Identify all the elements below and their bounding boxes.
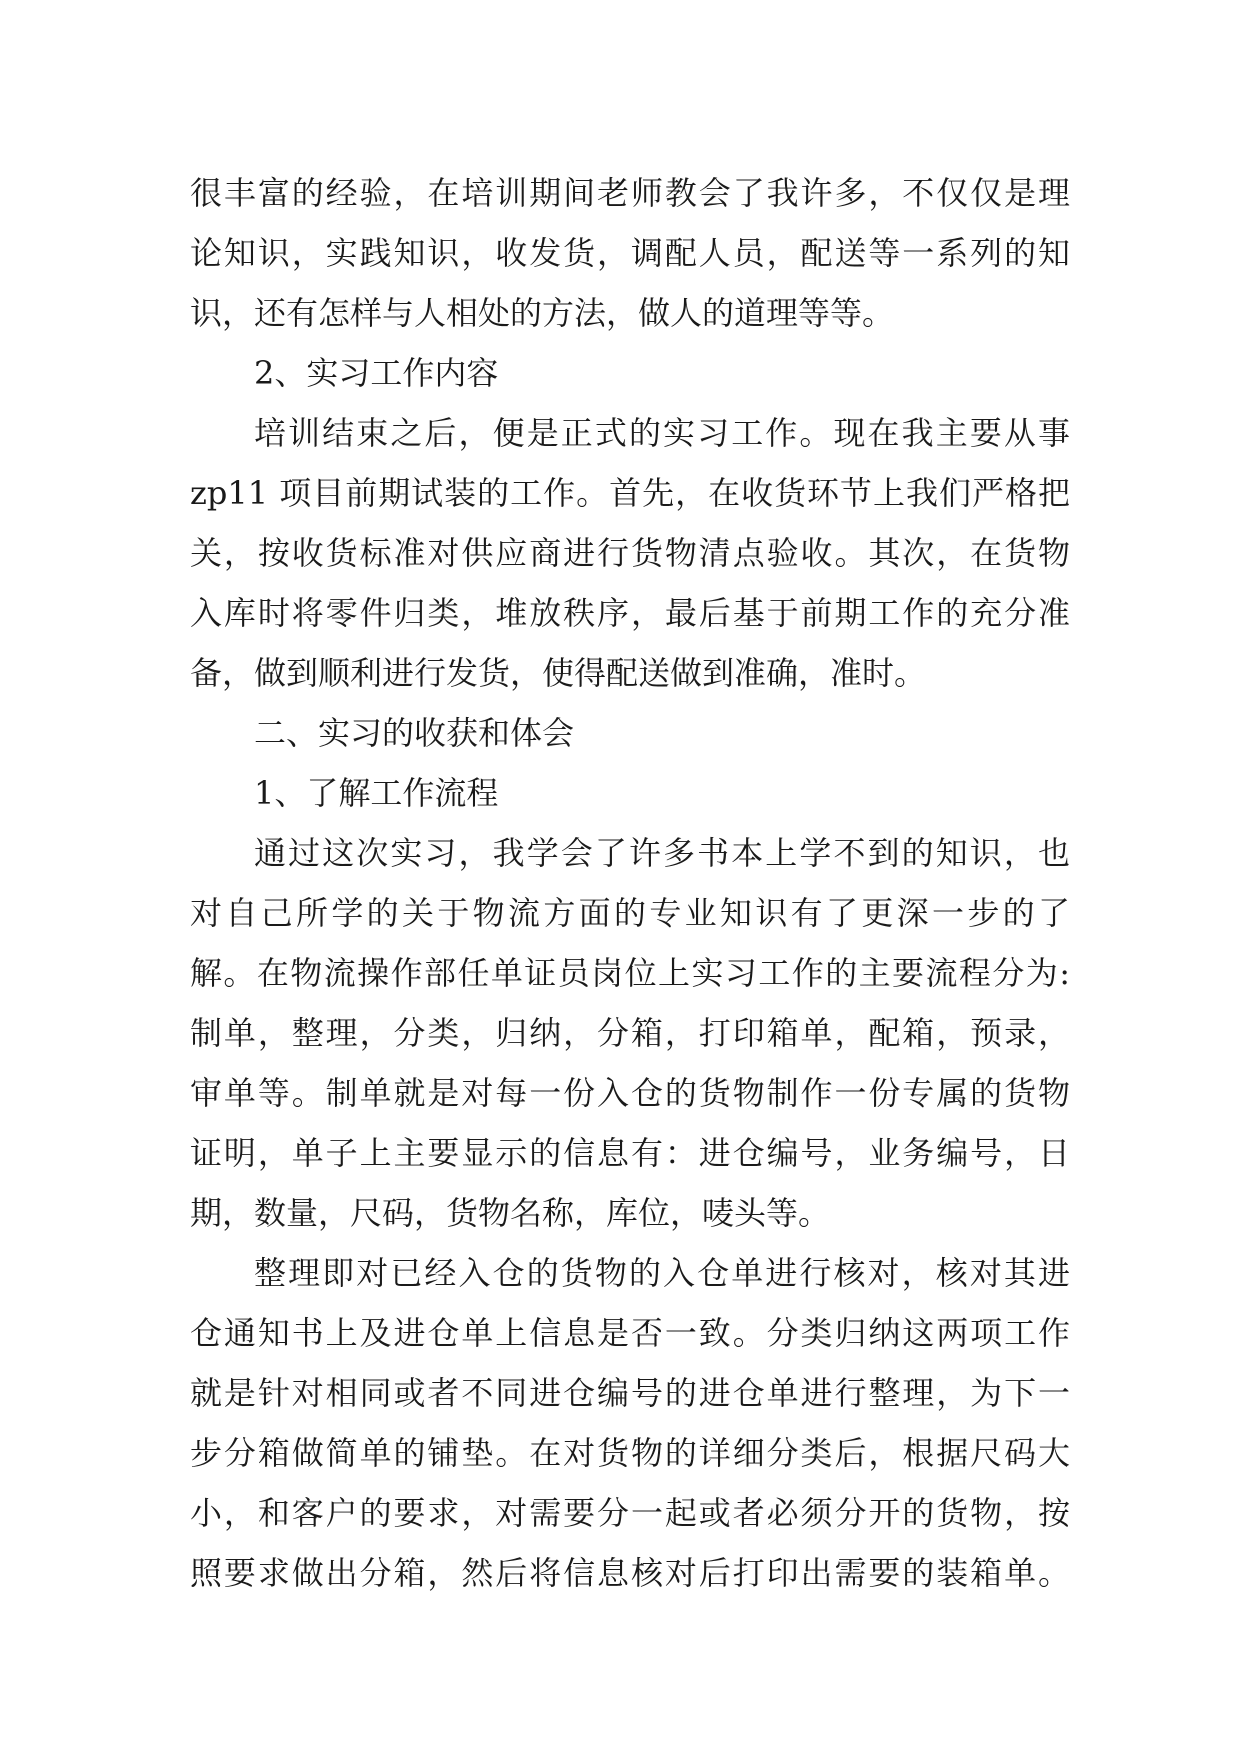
document-body <box>190 163 1070 1603</box>
paragraph-line: 备，做到顺利进行发货，使得配送做到准确，准时。 <box>190 654 927 692</box>
paragraph-line: 通过这次实习，我学会了许多书本上学不到的知识，也 <box>254 834 1070 872</box>
paragraph-line: 入库时将零件归类，堆放秩序，最后基于前期工作的充分准 <box>190 594 1070 632</box>
paragraph-line: 就是针对相同或者不同进仓编号的进仓单进行整理，为下一 <box>190 1374 1070 1412</box>
paragraph-line: 证明，单子上主要显示的信息有：进仓编号，业务编号，日 <box>190 1134 1070 1172</box>
paragraph-line: 识，还有怎样与人相处的方法，做人的道理等等。 <box>190 294 895 332</box>
paragraph-line: 审单等。制单就是对每一份入仓的货物制作一份专属的货物 <box>190 1074 1070 1112</box>
paragraph-line: 步分箱做简单的铺垫。在对货物的详细分类后，根据尺码大 <box>190 1434 1070 1472</box>
paragraph-line: 培训结束之后，便是正式的实习工作。现在我主要从事 <box>254 414 1070 452</box>
paragraph-line: 关，按收货标准对供应商进行货物清点验收。其次，在货物 <box>190 534 1070 572</box>
paragraph-line: 解。在物流操作部任单证员岗位上实习工作的主要流程分为: <box>190 954 1070 992</box>
paragraph-line: 照要求做出分箱，然后将信息核对后打印出需要的装箱单。 <box>190 1554 1070 1592</box>
paragraph-line: 论知识，实践知识，收发货，调配人员，配送等一系列的知 <box>190 234 1070 272</box>
section-heading: 2、实习工作内容 <box>254 354 499 392</box>
paragraph-line: 制单，整理，分类，归纳，分箱，打印箱单，配箱，预录， <box>190 1014 1070 1052</box>
paragraph-line: 仓通知书上及进仓单上信息是否一致。分类归纳这两项工作 <box>190 1314 1070 1352</box>
paragraph-line: 期，数量，尺码，货物名称，库位，唛头等。 <box>190 1194 831 1232</box>
section-heading: 二、实习的收获和体会 <box>254 714 575 752</box>
section-heading: 1、了解工作流程 <box>254 774 499 812</box>
paragraph-line: 小，和客户的要求，对需要分一起或者必须分开的货物，按 <box>190 1494 1070 1532</box>
paragraph-line: 很丰富的经验，在培训期间老师教会了我许多，不仅仅是理 <box>190 174 1070 212</box>
paragraph-line: zp11 项目前期试装的工作。首先，在收货环节上我们严格把 <box>190 474 1070 512</box>
paragraph-line: 整理即对已经入仓的货物的入仓单进行核对，核对其进 <box>254 1254 1070 1292</box>
paragraph-line: 对自己所学的关于物流方面的专业知识有了更深一步的了 <box>190 894 1070 932</box>
